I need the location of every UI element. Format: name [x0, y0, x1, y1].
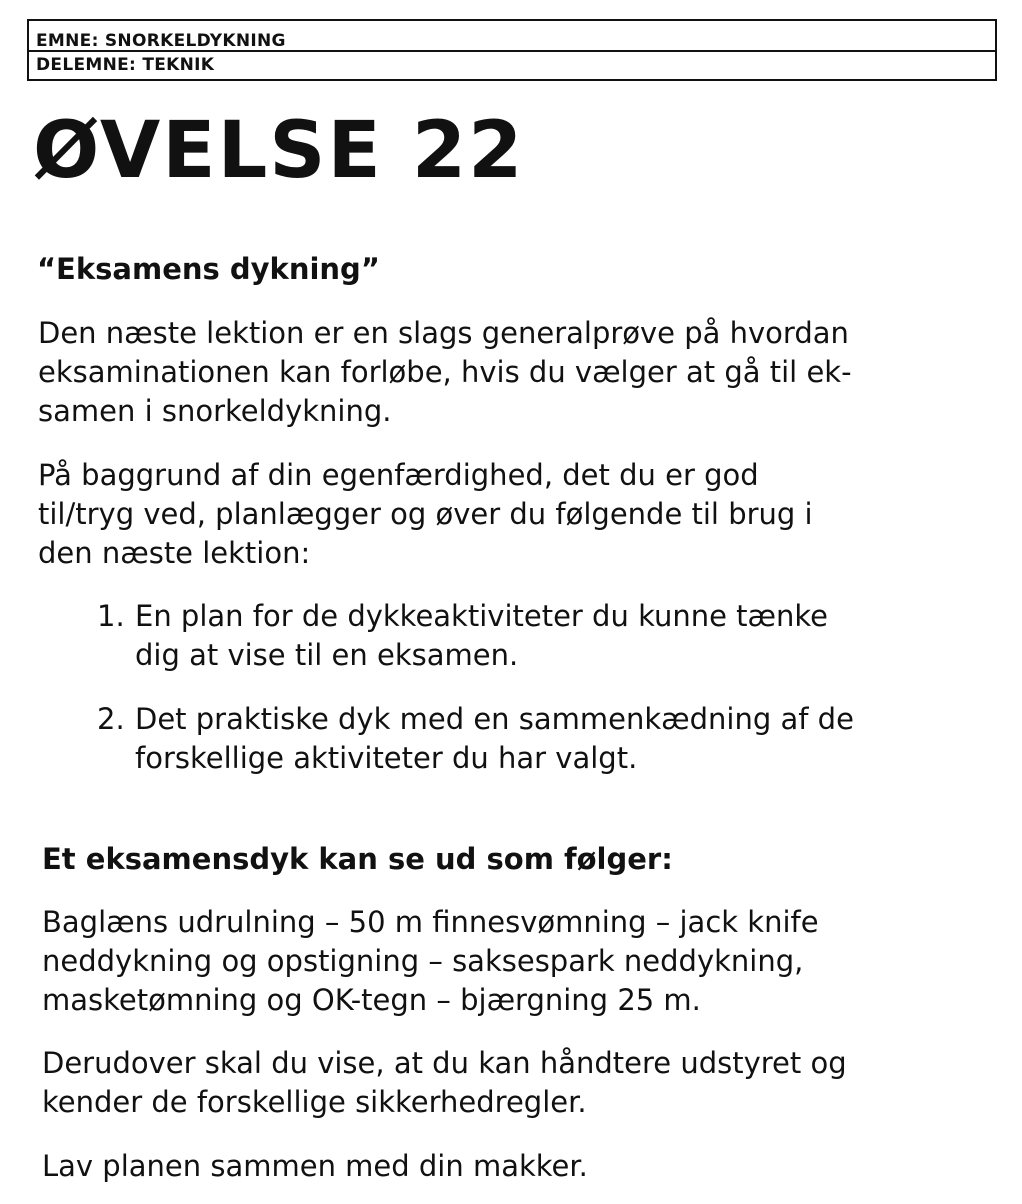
- text-line: Baglæns udrulning – 50 m finnesvømning – jack knife: [42, 905, 819, 939]
- example-paragraph-1: [42, 903, 1002, 1020]
- task-list-item-2: [97, 700, 977, 778]
- list-number: 2.: [97, 702, 125, 736]
- intro-paragraph-2: [38, 456, 998, 573]
- text-line: masketømning og OK-tegn – bjærgning 25 m.: [42, 983, 701, 1017]
- subtopic-label: DELEMNE: TEKNIK: [36, 55, 215, 75]
- text-line: kender de forskellige sikkerhedregler.: [42, 1085, 587, 1119]
- task-list-item-1: [97, 597, 977, 675]
- text-line: forskellige aktiviteter du har valgt.: [135, 741, 638, 775]
- list-item: [97, 700, 977, 778]
- example-paragraph-3: Lav planen sammen med din makker.: [42, 1149, 588, 1183]
- exercise-subtitle: “Eksamens dykning”: [37, 252, 380, 286]
- example-paragraph-2: [42, 1044, 1002, 1122]
- example-heading: Et eksamensdyk kan se ud som følger:: [42, 842, 673, 876]
- text-line: På baggrund af din egenfærdighed, det du er god: [38, 458, 759, 492]
- list-item: [97, 597, 977, 675]
- text-line: samen i snorkeldykning.: [38, 394, 392, 428]
- text-line: dig at vise til en eksamen.: [135, 638, 519, 672]
- page-title: ØVELSE 22: [33, 106, 525, 196]
- intro-paragraph-1: [38, 314, 998, 431]
- text-line: til/tryg ved, planlægger og øver du følgende til brug i: [38, 497, 813, 531]
- text-line: En plan for de dykkeaktiviteter du kunne tænke: [135, 599, 828, 633]
- text-line: Det praktiske dyk med en sammenkædning af de: [135, 702, 854, 736]
- list-number: 1.: [97, 599, 125, 633]
- text-line: den næste lektion:: [38, 536, 311, 570]
- subject-label: EMNE: SNORKELDYKNING: [29, 21, 995, 52]
- text-line: Derudover skal du vise, at du kan håndtere udstyret og: [42, 1046, 847, 1080]
- subject-header-box: [27, 19, 997, 81]
- text-line: eksaminationen kan forløbe, hvis du vælger at gå til ek-: [38, 355, 852, 389]
- text-line: neddykning og opstigning – saksespark neddykning,: [42, 944, 804, 978]
- text-line: Den næste lektion er en slags generalprøve på hvordan: [38, 316, 849, 350]
